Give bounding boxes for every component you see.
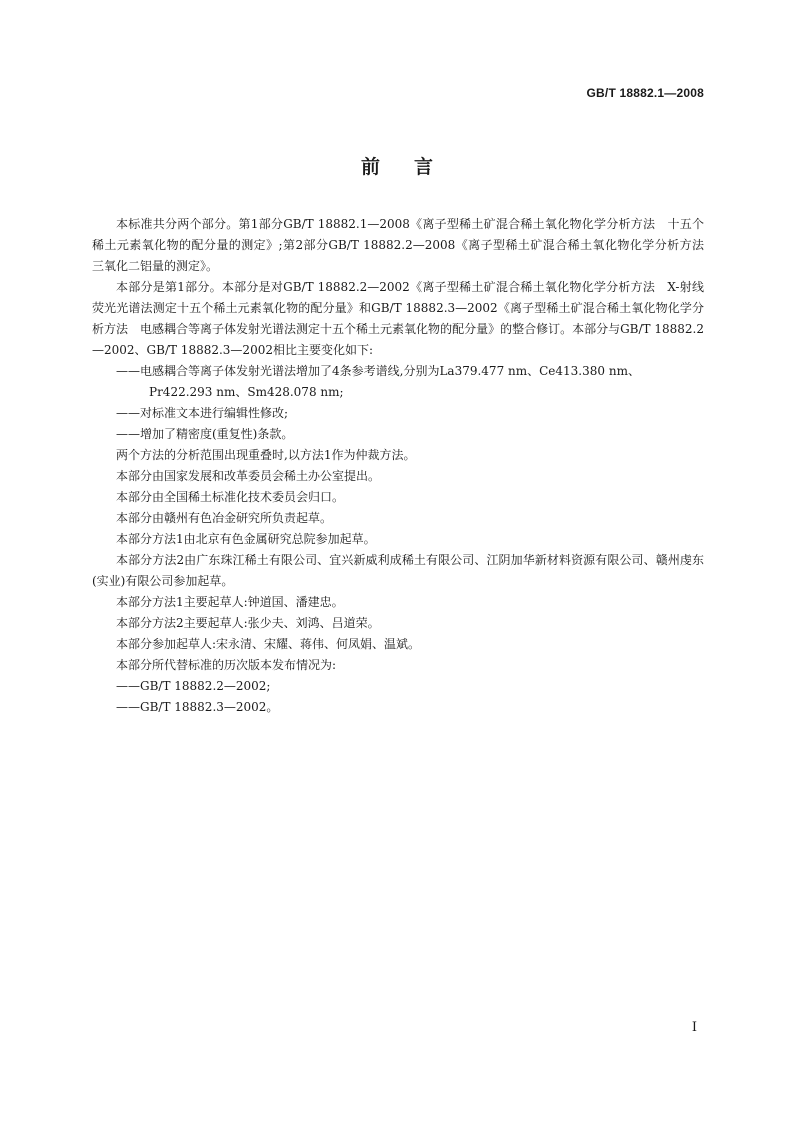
paragraph-revision-scope: 本部分是第1部分。本部分是对GB/T 18882.2—2002《离子型稀土矿混合稀土氧化物化学分析方法 X-射线荧光光谱法测定十五个稀土元素氧化物的配分量》和GB/T 18882.3—2002《离子型稀土矿混合稀土氧化物化学分析方法 电感耦合等离子体发射光谱法测定十五个稀土元素氧化物的配分量》的整合修订。本部分与GB/T 18882.2—2002、GB/T 18882.3—2002相比主要变化如下: <box>92 280 704 357</box>
paragraph-method2-drafters: 本部分方法2主要起草人:张少夫、刘鸿、吕道荣。 <box>116 616 380 630</box>
paragraph-method2-participants: 本部分方法2由广东珠江稀土有限公司、宜兴新威利成稀土有限公司、江阴加华新材料资源有限公司、赣州虔东(实业)有限公司参加起草。 <box>92 553 704 588</box>
change-item-spectral-lines: ——电感耦合等离子体发射光谱法增加了4条参考谱线,分别为La379.477 nm、Ce413.380 nm、 <box>116 364 640 378</box>
paragraph-method1-participant: 本部分方法1由北京有色金属研究总院参加起草。 <box>116 532 376 546</box>
paragraph-history-intro: 本部分所代替标准的历次版本发布情况为: <box>116 658 337 672</box>
change-item-editorial: ——对标准文本进行编辑性修改; <box>116 406 289 420</box>
paragraph-arbitration: 两个方法的分析范围出现重叠时,以方法1作为仲裁方法。 <box>116 448 416 462</box>
history-item-1: ——GB/T 18882.2—2002; <box>116 679 271 693</box>
page-title: 前言 <box>360 156 467 178</box>
standard-code-header: GB/T 18882.1—2008 <box>586 86 704 100</box>
paragraph-participating-drafters: 本部分参加起草人:宋永清、宋耀、蒋伟、何凤娟、温斌。 <box>116 637 421 651</box>
history-item-2: ——GB/T 18882.3—2002。 <box>116 700 279 714</box>
foreword-body <box>92 214 717 718</box>
paragraph-drafted-by: 本部分由赣州有色冶金研究所负责起草。 <box>116 511 333 525</box>
paragraph-parts-overview: 本标准共分两个部分。第1部分GB/T 18882.1—2008《离子型稀土矿混合稀土氧化物化学分析方法 十五个稀土元素氧化物的配分量的测定》;第2部分GB/T 18882.2—2008《离子型稀土矿混合稀土氧化物化学分析方法 三氧化二铝量的测定》。 <box>92 217 717 273</box>
paragraph-method1-drafters: 本部分方法1主要起草人:钟道国、潘建忠。 <box>116 595 344 609</box>
change-item-spectral-lines-continued: Pr422.293 nm、Sm428.078 nm; <box>149 385 344 399</box>
paragraph-proposed-by: 本部分由国家发展和改革委员会稀土办公室提出。 <box>116 469 381 483</box>
change-item-precision: ——增加了精密度(重复性)条款。 <box>116 427 294 441</box>
paragraph-centralized-by: 本部分由全国稀土标准化技术委员会归口。 <box>116 490 345 504</box>
page-number: I <box>691 1020 697 1035</box>
